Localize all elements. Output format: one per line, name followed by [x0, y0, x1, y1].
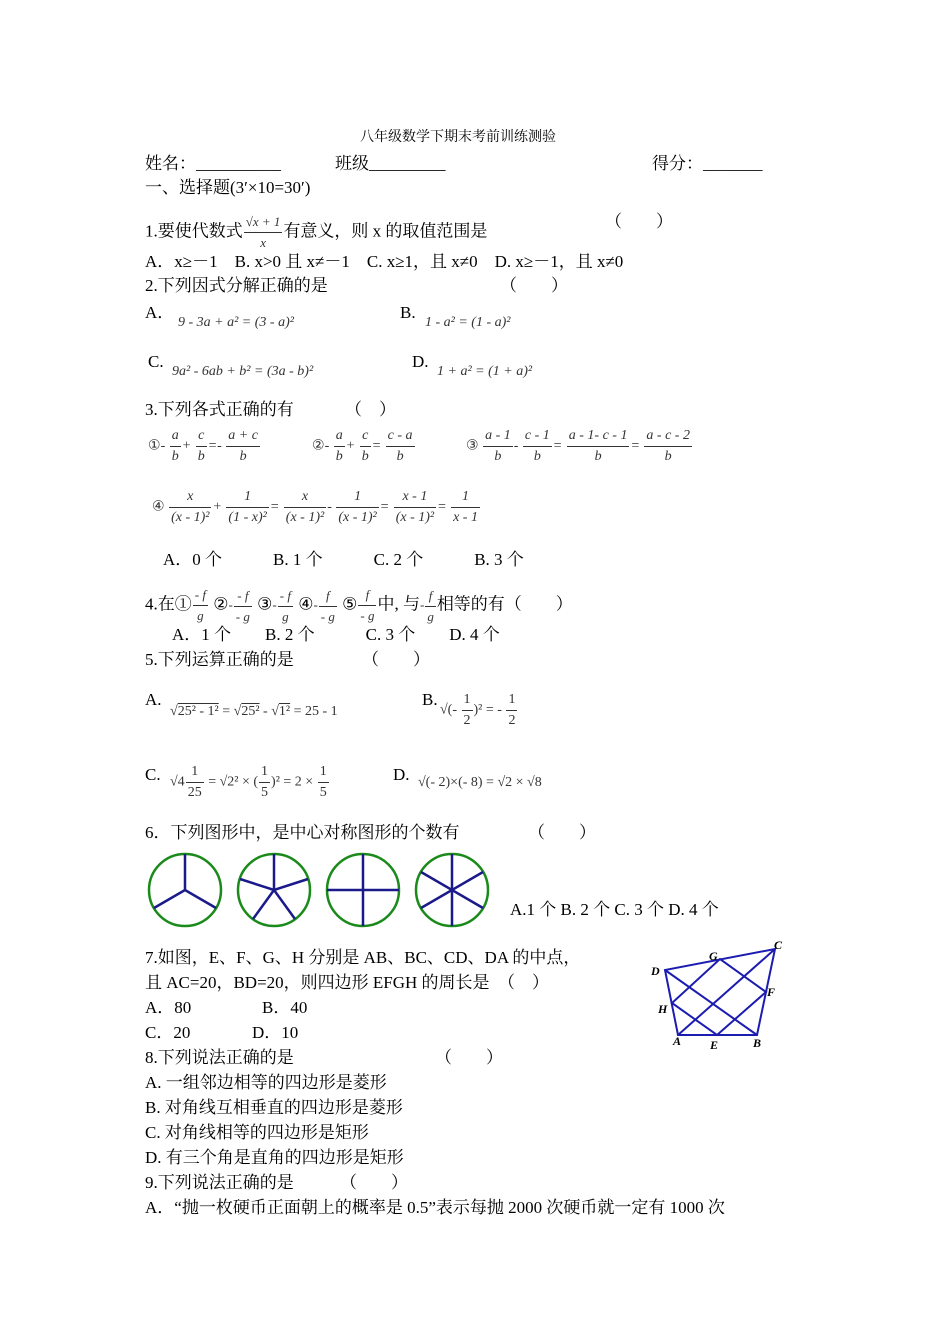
figure-circle-cross	[327, 854, 399, 926]
q8-paren: （ ）	[435, 1048, 503, 1067]
vertex-label-d: D	[651, 964, 660, 978]
q3-expr-4: ④ $\frac{x}{\text{(x - 1)²}}$ + $\frac{1}{\text{(1 - x)²}}$ = $\frac{x}{\text{(x - 1)²}}$ - $\frac{1}{\text{(x - 1)²}}$ = $\frac{x - 1}{\text{(x - 1)²}}$ = $\frac{1}{x - 1}$	[152, 489, 478, 525]
q5-stem: 5.下列运算正确的是	[145, 650, 294, 669]
q5-paren: （ ）	[362, 650, 430, 669]
q3-expr-2: ②- $\frac{a}{b}$ + $\frac{c}{b}$ = $\frac{c - a}{b}$	[312, 428, 413, 464]
q6-figures	[145, 850, 495, 930]
q5-c-label: C.	[145, 765, 161, 784]
q2-a-label: A．	[145, 303, 175, 322]
q8-option-a: A. 一组邻边相等的四边形是菱形	[145, 1073, 387, 1092]
vertex-label-c: C	[774, 938, 783, 952]
q2-b-label: B.	[400, 303, 416, 322]
q5-b-label: B.	[422, 690, 438, 709]
score-field: 得分：_______	[652, 154, 763, 173]
q1-options: A．x≥－1 B. x>0 且 x≠－1 C. x≥1，且 x≠0 D. x≥－1，且 x≠0	[145, 252, 624, 271]
q7-line2: 且 AC=20，BD=20，则四边形 EFGH 的周长是 （ ）	[145, 973, 550, 992]
q9-stem: 9.下列说法正确的是	[145, 1173, 294, 1192]
vertex-label-b: B	[753, 1036, 762, 1050]
q6-options: A.1 个 B. 2 个 C. 3 个 D. 4 个	[510, 900, 719, 919]
q7-option-b: B．40	[262, 998, 308, 1017]
vertex-label-g: G	[709, 949, 718, 963]
q2-b-expr: 1 - a² = (1 - a)²	[425, 315, 511, 330]
q2-a-expr: 9 - 3a + a² = (3 - a)²	[178, 315, 294, 330]
q1-paren: （ ）	[605, 212, 673, 231]
q2-stem: 2.下列因式分解正确的是	[145, 276, 328, 295]
q9-option-a: A．“抛一枚硬币正面朝上的概率是 0.5”表示每抛 2000 次硬币就一定有 1000 次	[145, 1198, 725, 1217]
q9-paren: （ ）	[340, 1173, 408, 1192]
q3-expr-1: ①- $\frac{a}{b}$ + $\frac{c}{b}$ =- $\frac{a + c}{b}$	[148, 428, 258, 464]
q5-a-label: A.	[145, 690, 162, 709]
page-title: 八年级数学下期末考前训练测验	[360, 130, 556, 145]
q7-option-a: A．80	[145, 998, 192, 1017]
q5-d-expr: √(- 2)×(- 8) = √2 × √8	[418, 775, 542, 790]
q5-c-expr: √4 $\frac{1}{25}$ = √2² × ( $\frac{1}{5}$ )² = 2 × $\frac{1}{5}$	[170, 764, 327, 800]
q7-option-d: D．10	[252, 1023, 299, 1042]
q8-option-d: D. 有三个角是直角的四边形是矩形	[145, 1148, 404, 1167]
vertex-label-h: H	[658, 1002, 668, 1016]
q2-paren: （ ）	[500, 276, 568, 295]
q8-option-b: B. 对角线互相垂直的四边形是菱形	[145, 1098, 403, 1117]
figure-circle-three-spokes	[149, 854, 221, 926]
q6-stem: 6．下列图形中，是中心对称图形的个数有	[145, 823, 460, 842]
q2-c-label: C.	[148, 352, 164, 371]
q8-stem: 8.下列说法正确的是	[145, 1048, 294, 1067]
q5-d-label: D.	[393, 765, 410, 784]
q3-options: A．0 个 B. 1 个 C. 2 个 B. 3 个	[163, 550, 524, 569]
q3-expr-3: ③ $\frac{a - 1}{b}$ - $\frac{c - 1}{b}$ = $\frac{a - 1- c - 1}{b}$ = $\frac{a - c - 2}{b}$	[466, 428, 690, 464]
vertex-label-a: A	[673, 1034, 682, 1048]
section-heading: 一、选择题(3′×10=30′)	[145, 178, 311, 197]
q6-paren: （ ）	[528, 823, 596, 842]
q2-d-expr: 1 + a² = (1 + a)²	[437, 364, 533, 379]
q8-option-c: C. 对角线相等的四边形是矩形	[145, 1123, 369, 1142]
figure-circle-six-spokes	[416, 854, 488, 926]
q7-option-c: C．20	[145, 1023, 191, 1042]
vertex-label-e: E	[710, 1038, 719, 1052]
q4-stem: 4.在① $\frac{- f}{g}$ ②- $\frac{- f}{- g}$ ③- $\frac{- f}{g}$ ④- $\frac{f}{- g}$ ⑤ $\frac{f}{- g}$ 中, 与- $\frac{f}{g}$ 相等的有（ ）	[145, 587, 573, 624]
class-field: 班级_________	[335, 154, 446, 173]
q3-stem: 3.下列各式正确的有	[145, 400, 294, 419]
q7-line1: 7.如图，E、F、G、H 分别是 AB、BC、CD、DA 的中点，	[145, 948, 581, 967]
figure-circle-five-spokes	[238, 854, 310, 926]
q3-paren: （ ）	[345, 400, 396, 419]
vertex-label-f: F	[767, 985, 776, 999]
q5-a-expr: √25² - 1² = √25² - √1² = 25 - 1	[170, 704, 338, 719]
q4-options: A．1 个 B. 2 个 C. 3 个 D. 4 个	[172, 625, 500, 644]
q2-d-label: D.	[412, 352, 429, 371]
q2-c-expr: 9a² - 6ab + b² = (3a - b)²	[172, 364, 314, 379]
q1-stem: 1.要使代数式 $\frac{√x + 1}{x}$ 有意义，则 x 的取值范围是	[145, 214, 488, 250]
q5-b-expr: √(- $\frac{1}{2}$ )² = - $\frac{1}{2}$	[440, 692, 516, 728]
name-field: 姓名：__________	[145, 154, 281, 173]
